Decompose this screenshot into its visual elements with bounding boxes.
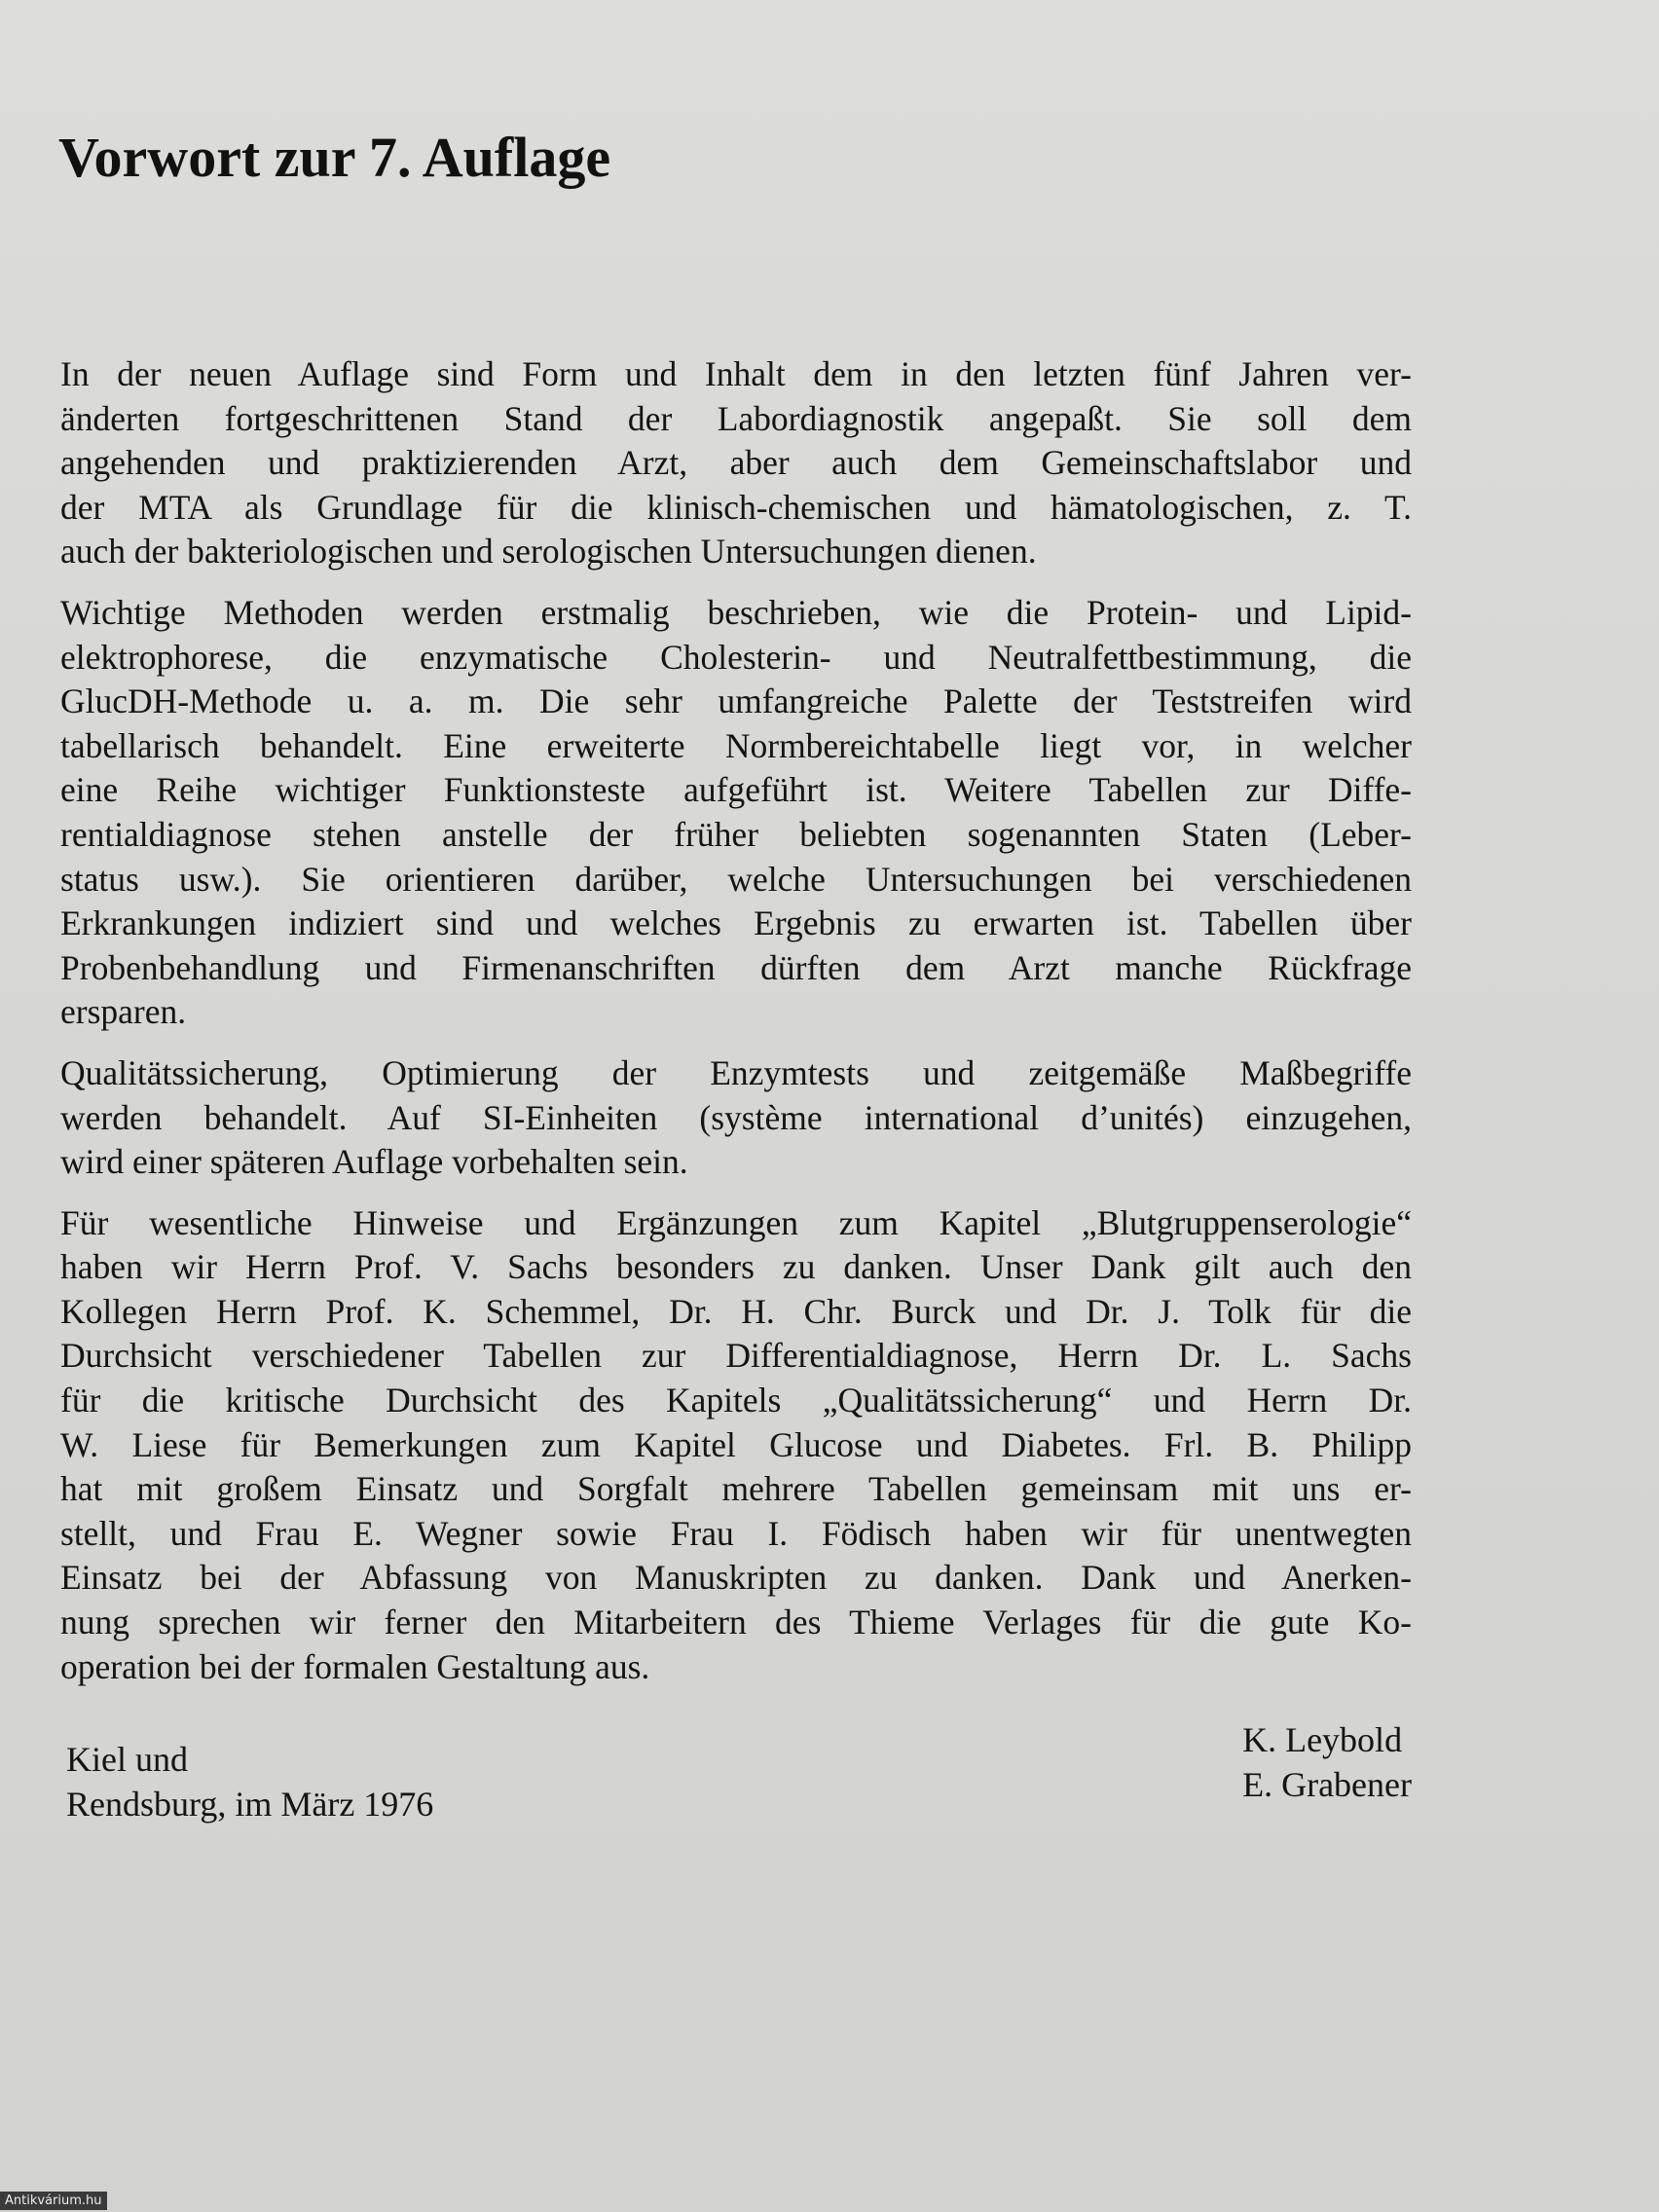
text-line: Qualitätssicherung, Optimierung der Enzymtests und zeitgemäße Maßbegriffe — [60, 1052, 1412, 1092]
date-line: Rendsburg, im März 1976 — [66, 1785, 434, 1824]
author-name: K. Leybold — [1242, 1720, 1403, 1759]
text-line: tabellarisch behandelt. Eine erweiterte Normbereichtabelle liegt vor, in welcher — [60, 725, 1412, 765]
text-line: operation bei der formalen Gestaltung aus. — [60, 1646, 650, 1686]
paragraph-2 — [60, 591, 1412, 1035]
place-date — [66, 1737, 433, 1826]
author-name: E. Grabener — [1242, 1765, 1412, 1804]
text-line: Erkrankungen indiziert sind und welches Ergebnis zu erwarten ist. Tabellen über — [60, 903, 1412, 943]
paragraph-4 — [60, 1201, 1412, 1690]
text-line: ersparen. — [60, 992, 187, 1032]
text-line: In der neuen Auflage sind Form und Inhalt dem in den letzten fünf Jahren ver- — [60, 354, 1412, 393]
text-line: elektrophorese, die enzymatische Cholesterin- und Neutralfettbestimmung, die — [60, 637, 1412, 677]
text-line: nung sprechen wir ferner den Mitarbeitern des Thieme Verlages für die gute Ko- — [60, 1603, 1412, 1642]
paragraph-3 — [60, 1051, 1412, 1185]
text-line: Probenbehandlung und Firmenanschriften dürften dem Arzt manche Rückfrage — [60, 947, 1412, 987]
text-line: Kollegen Herrn Prof. K. Schemmel, Dr. H. Chr. Burck und Dr. J. Tolk für die — [60, 1291, 1412, 1331]
authors — [1242, 1717, 1412, 1807]
text-line: stellt, und Frau E. Wegner sowie Frau I. Födisch haben wir für unentwegten — [60, 1513, 1412, 1553]
text-line: haben wir Herrn Prof. V. Sachs besonders zu danken. Unser Dank gilt auch den — [60, 1247, 1412, 1287]
text-line: rentialdiagnose stehen anstelle der früher beliebten sogenannten Staten (Leber- — [60, 814, 1412, 854]
text-line: status usw.). Sie orientieren darüber, welche Untersuchungen bei verschiedenen — [60, 859, 1412, 899]
text-line: Durchsicht verschiedener Tabellen zur Differentialdiagnose, Herrn Dr. L. Sachs — [60, 1336, 1412, 1376]
text-line: wird einer späteren Auflage vorbehalten sein. — [60, 1142, 688, 1182]
paragraph-1 — [60, 352, 1412, 574]
text-line: angehenden und praktizierenden Arzt, aber auch dem Gemeinschaftslabor und — [60, 443, 1412, 483]
text-line: der MTA als Grundlage für die klinisch-chemischen und hämatologischen, z. T. — [60, 487, 1412, 527]
text-line: für die kritische Durchsicht des Kapitels „Qualitätssicherung“ und Herrn Dr. — [60, 1381, 1412, 1420]
page-title: Vorwort zur 7. Auflage — [58, 126, 611, 189]
text-line: änderten fortgeschrittenen Stand der Labordiagnostik angepaßt. Sie soll dem — [60, 398, 1412, 438]
text-line: W. Liese für Bemerkungen zum Kapitel Glucose und Diabetes. Frl. B. Philipp — [60, 1424, 1412, 1464]
preface-body — [60, 352, 1412, 1706]
place-line: Kiel und — [66, 1740, 188, 1779]
text-line: Einsatz bei der Abfassung von Manuskripten zu danken. Dank und Anerken- — [60, 1558, 1412, 1598]
text-line: Wichtige Methoden werden erstmalig beschrieben, wie die Protein- und Lipid- — [60, 592, 1412, 632]
text-line: eine Reihe wichtiger Funktionsteste aufgeführt ist. Weitere Tabellen zur Diffe- — [60, 770, 1412, 810]
text-line: werden behandelt. Auf SI-Einheiten (système international d’unités) einzugehen, — [60, 1097, 1412, 1137]
text-line: auch der bakteriologischen und serologischen Untersuchungen dienen. — [60, 532, 1037, 571]
text-line: GlucDH-Methode u. a. m. Die sehr umfangreiche Palette der Teststreifen wird — [60, 682, 1412, 721]
text-line: hat mit großem Einsatz und Sorgfalt mehrere Tabellen gemeinsam mit uns er- — [60, 1469, 1412, 1509]
watermark: Antikvárium.hu — [0, 2192, 107, 2210]
text-line: Für wesentliche Hinweise und Ergänzungen zum Kapitel „Blutgruppenserologie“ — [60, 1202, 1412, 1242]
